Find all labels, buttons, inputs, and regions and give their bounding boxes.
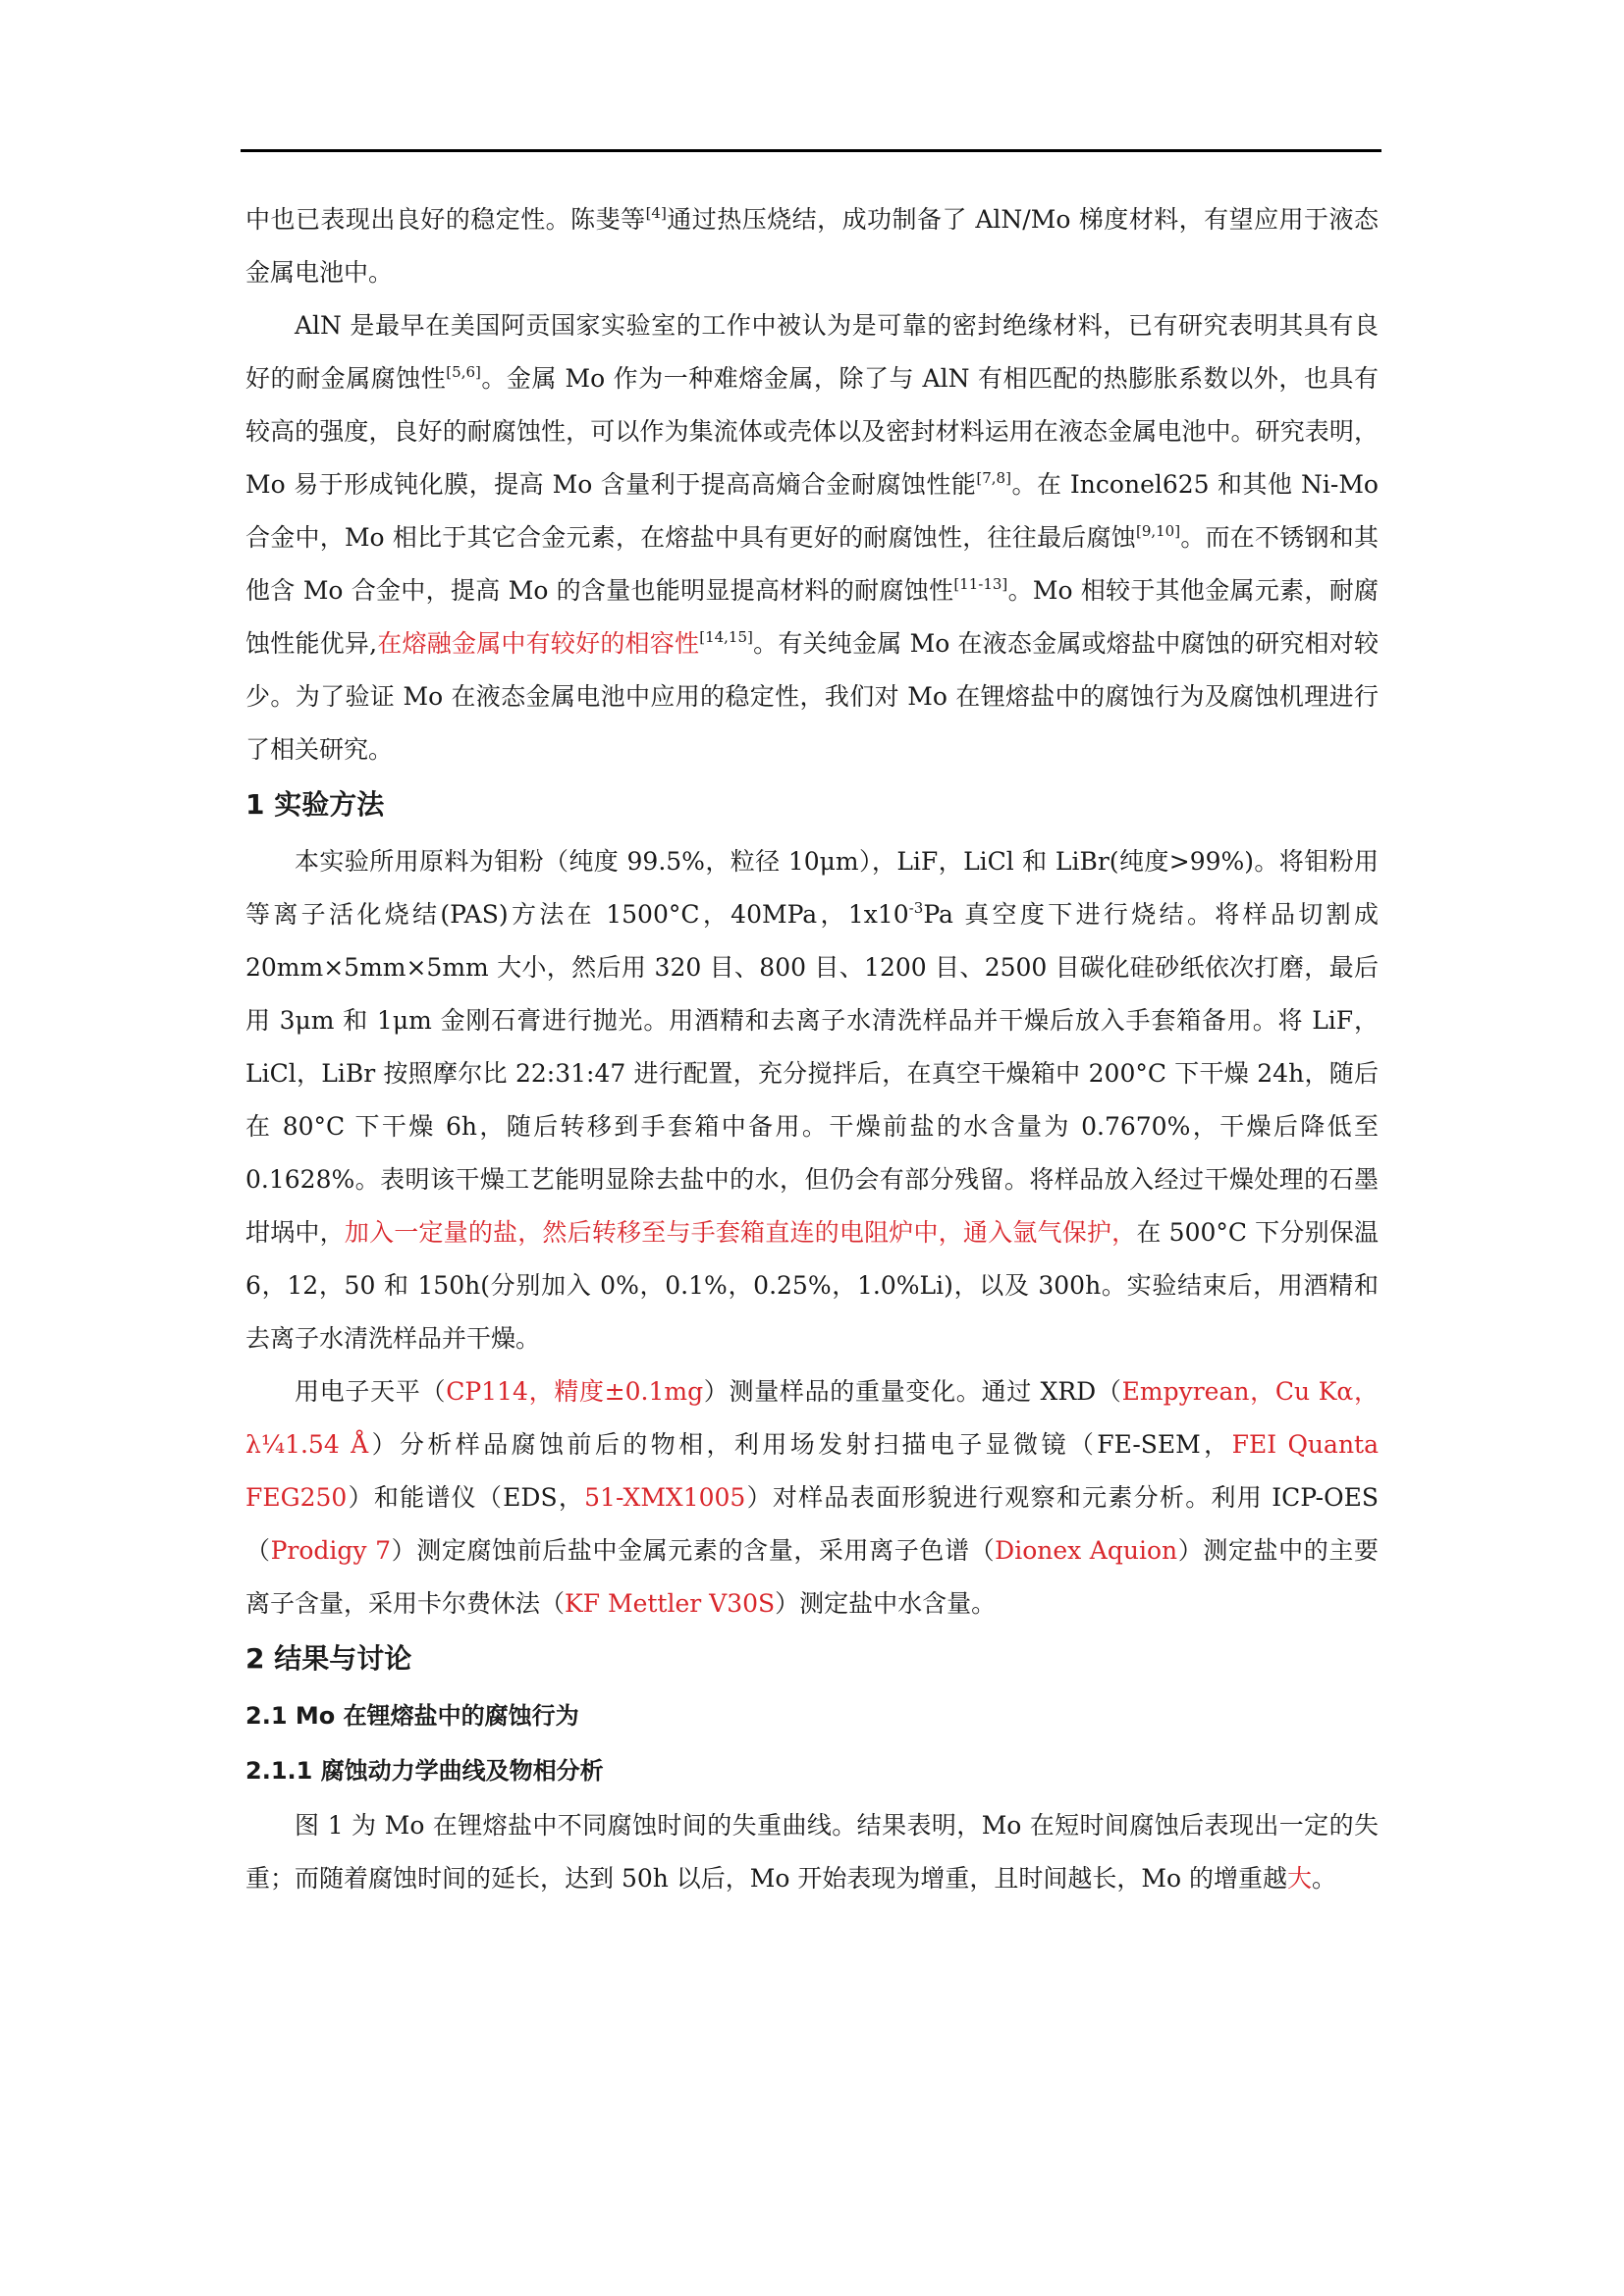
- highlighted-text: CP114，精度±0.1mg: [446, 1377, 704, 1406]
- paragraph-materials: [245, 835, 1379, 1365]
- text-run: 本实验所用原料为钼粉（纯度 99.5%，粒径 10μm），LiF，LiCl 和 LiBr(纯度>99%)。将钼粉用等离子活化烧结(PAS)方法在 1500°C，40MPa，1x10: [245, 847, 1379, 929]
- subsubsection-heading-kinetics: 2.1.1 腐蚀动力学曲线及物相分析: [245, 1757, 604, 1785]
- highlighted-text: 在熔融金属中有较好的相容性: [377, 629, 700, 658]
- text-run: 。而在不锈钢和其他含 Mo 合金中，提高 Mo 的含量也能明显提高材料的耐腐蚀性: [245, 523, 1379, 605]
- paragraph-characterization: [245, 1365, 1379, 1630]
- text-run: ）测定盐中的主要离子含量，采用卡尔费休法（: [245, 1536, 1379, 1618]
- paragraph-weight-loss: [245, 1799, 1379, 1905]
- text-run: 在 500°C 下分别保温 6，12，50 和 150h(分别加入 0%，0.1%，0.25%，1.0%Li)，以及 300h。实验结束后，用酒精和去离子水清洗样品并干燥。: [245, 1218, 1379, 1353]
- text-run: ）测定腐蚀前后盐中金属元素的含量，采用离子色谱（: [391, 1536, 996, 1565]
- text-run: ）对样品表面形貌进行观察和元素分析。利用 ICP-OES（: [245, 1483, 1380, 1565]
- highlighted-text: Empyrean，Cu Kα，λ¼1.54 Å: [245, 1377, 1379, 1459]
- highlighted-text: 加入一定量的盐，然后转移至与手套箱直连的电阻炉中，通入氩气保护，: [344, 1218, 1137, 1247]
- citation-ref: [14,15]: [699, 628, 753, 646]
- highlighted-text: 大: [1287, 1864, 1313, 1893]
- text-run: 图 1 为 Mo 在锂熔盐中不同腐蚀时间的失重曲线。结果表明，Mo 在短时间腐蚀后表现出一定的失重；而随着腐蚀时间的延长，达到 50h 以后，Mo 开始表现为增重，且时间越长，Mo 的增重越: [245, 1811, 1379, 1893]
- highlighted-text: Prodigy 7: [270, 1536, 392, 1565]
- text-run: ）分析样品腐蚀前后的物相，利用场发射扫描电子显微镜（FE-SEM，: [368, 1430, 1232, 1459]
- section-heading-results-discussion: 2 结果与讨论: [245, 1642, 412, 1675]
- highlighted-text: KF Mettler V30S: [565, 1589, 776, 1618]
- text-run: 用电子天平（: [295, 1377, 447, 1406]
- paragraph-aln-mo: [245, 299, 1379, 776]
- text-run: ）测量样品的重量变化。通过 XRD（: [703, 1377, 1122, 1406]
- citation-ref: [11-13]: [953, 575, 1008, 593]
- citation-ref: [7,8]: [976, 469, 1011, 487]
- paragraph-intro-continuation: [245, 193, 1379, 299]
- text-run: 。金属 Mo 作为一种难熔金属，除了与 AlN 有相匹配的热膨胀系数以外，也具有较高的强度，良好的耐腐蚀性，可以作为集流体或壳体以及密封材料运用在液态金属电池中。研究表明，Mo 易于形成钝化膜，提高 Mo 含量利于提高高熵合金耐腐蚀性能: [245, 364, 1379, 499]
- text-run: 。Mo 相较于其他金属元素，耐腐蚀性能优异,: [245, 576, 1379, 658]
- text-run: 。: [1312, 1864, 1337, 1893]
- text-run: ）测定盐中水含量。: [775, 1589, 997, 1618]
- text-run: AlN 是最早在美国阿贡国家实验室的工作中被认为是可靠的密封绝缘材料，已有研究表明其具有良好的耐金属腐蚀性: [245, 311, 1379, 393]
- section-heading-experimental-method: 1 实验方法: [245, 788, 385, 821]
- header-rule: [241, 149, 1381, 152]
- document-body: [245, 193, 1379, 1905]
- text-run: 通过热压烧结，成功制备了 AlN/Mo 梯度材料，有望应用于液态金属电池中。: [245, 205, 1379, 287]
- superscript: -3: [908, 899, 924, 917]
- citation-ref: [9,10]: [1135, 522, 1181, 540]
- highlighted-text: Dionex Aquion: [995, 1536, 1178, 1565]
- citation-ref: [5,6]: [446, 363, 481, 381]
- text-run: ）和能谱仪（EDS，: [347, 1483, 585, 1512]
- text-run: 。在 Inconel625 和其他 Ni-Mo 合金中，Mo 相比于其它合金元素，在熔盐中具有更好的耐腐蚀性，往往最后腐蚀: [245, 470, 1379, 552]
- text-run: 中也已表现出良好的稳定性。陈斐等: [245, 205, 646, 234]
- subsection-heading-corrosion-behavior: 2.1 Mo 在锂熔盐中的腐蚀行为: [245, 1702, 579, 1730]
- text-run: Pa 真空度下进行烧结。将样品切割成 20mm×5mm×5mm 大小，然后用 320 目、800 目、1200 目、2500 目碳化硅砂纸依次打磨，最后用 3μm 和 1μm 金刚石膏进行抛光。用酒精和去离子水清洗样品并干燥后放入手套箱备用。将 LiF，LiCl，LiBr 按照摩尔比 22:31:47 进行配置，充分搅拌后，在真空干燥箱中 200°C 下干燥 24h，随后在 80°C 下干燥 6h，随后转移到手套箱中备用。干燥前盐的水含量为 0.7670%，干燥后降低至 0.1628%。表明该干燥工艺能明显除去盐中的水，但仍会有部分残留。将样品放入经过干燥处理的石墨坩埚中，: [245, 900, 1379, 1247]
- highlighted-text: FEI Quanta FEG250: [245, 1430, 1379, 1512]
- highlighted-text: 51-XMX1005: [584, 1483, 746, 1512]
- citation-ref: [4]: [645, 204, 667, 222]
- text-run: 。有关纯金属 Mo 在液态金属或熔盐中腐蚀的研究相对较少。为了验证 Mo 在液态金属电池中应用的稳定性，我们对 Mo 在锂熔盐中的腐蚀行为及腐蚀机理进行了相关研究。: [245, 629, 1380, 764]
